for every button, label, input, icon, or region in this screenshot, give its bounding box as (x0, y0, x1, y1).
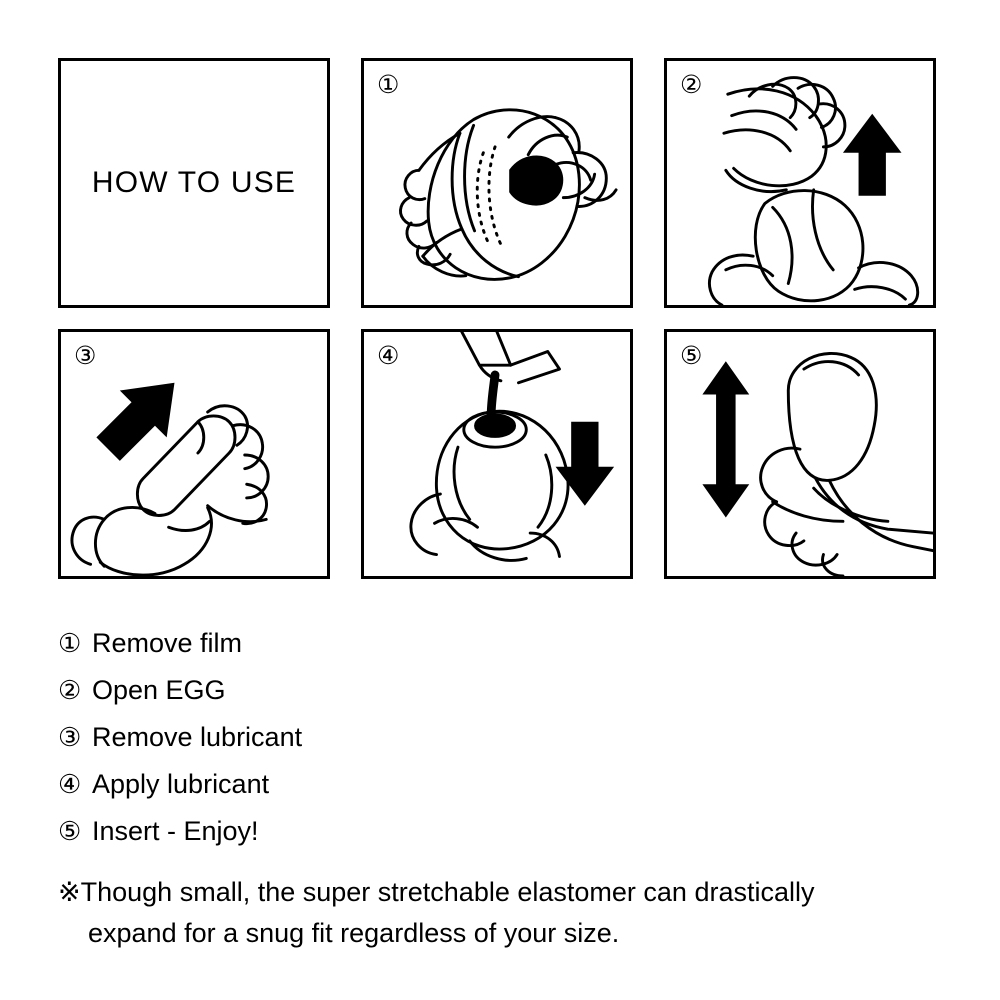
how-to-use-title-cell (58, 58, 330, 308)
legend-marker: ⑤ (58, 816, 82, 846)
legend-marker: ③ (58, 722, 82, 752)
footnote-text-2: expand for a snug fit regardless of your size. (88, 917, 620, 948)
illustration-remove-film (364, 61, 630, 305)
footnote (58, 872, 958, 953)
step-panel-1 (361, 58, 633, 308)
step-grid (58, 58, 942, 579)
list-item (58, 630, 958, 657)
illustration-insert-enjoy (667, 332, 933, 576)
list-item (58, 818, 958, 845)
step-panel-3 (58, 329, 330, 579)
step-number-4: ④ (377, 342, 400, 370)
step-panel-5 (664, 329, 936, 579)
step-number-1: ① (377, 71, 400, 99)
list-item (58, 724, 958, 751)
step-number-3: ③ (74, 342, 97, 370)
step-number-5: ⑤ (680, 342, 703, 370)
legend-label: Remove film (92, 628, 243, 658)
legend-label: Remove lubricant (92, 722, 303, 752)
legend-marker: ① (58, 628, 82, 658)
legend-marker: ② (58, 675, 82, 705)
footnote-line-1 (58, 872, 958, 913)
footnote-text-1: Though small, the super stretchable elastomer can drastically (80, 877, 815, 907)
step-grid-row (58, 329, 942, 579)
legend-label: Apply lubricant (92, 769, 270, 799)
legend-label: Open EGG (92, 675, 226, 705)
illustration-open-egg (667, 61, 933, 305)
list-item (58, 677, 958, 704)
legend-list (58, 630, 958, 865)
step-panel-2 (664, 58, 936, 308)
step-panel-4 (361, 329, 633, 579)
illustration-remove-lubricant (61, 332, 327, 576)
list-item (58, 771, 958, 798)
page-title: HOW TO USE (91, 166, 297, 199)
footnote-marker: ※ (58, 877, 81, 907)
legend-marker: ④ (58, 769, 82, 799)
step-number-2: ② (680, 71, 703, 99)
step-grid-row (58, 58, 942, 308)
illustration-apply-lubricant (364, 332, 630, 576)
legend-label: Insert - Enjoy! (92, 816, 259, 846)
